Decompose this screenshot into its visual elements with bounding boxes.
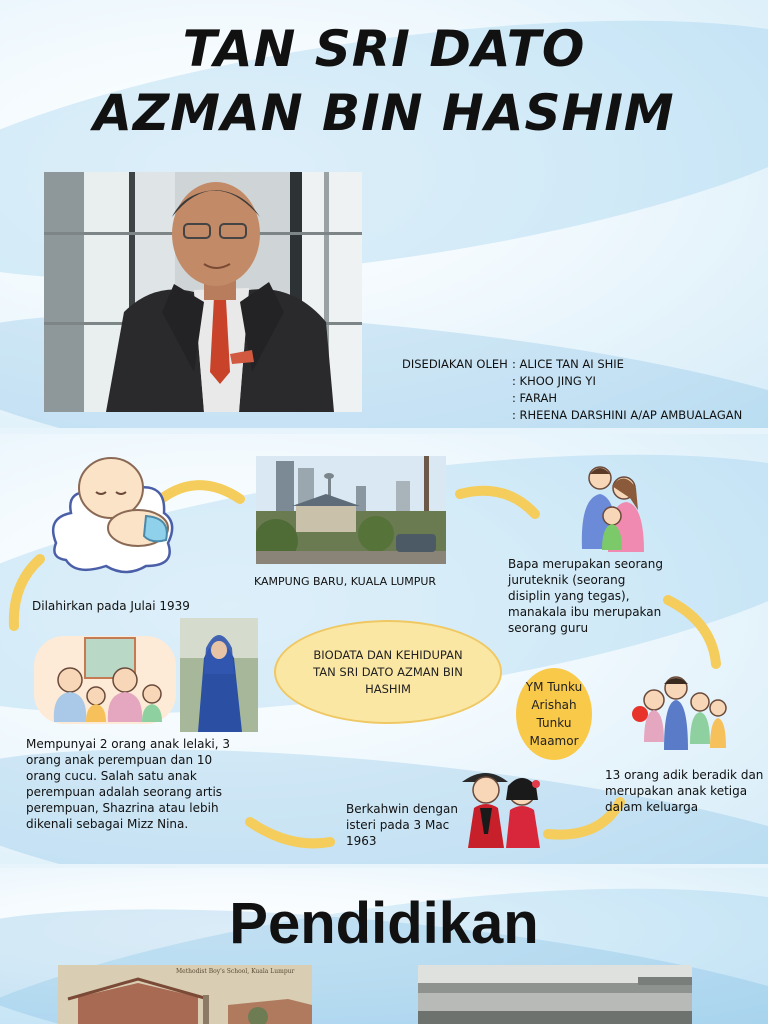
harbour-photo xyxy=(418,965,692,1024)
prepared-by-label: DISEDIAKAN OLEH xyxy=(402,357,508,371)
children-text: Mempunyai 2 orang anak lelaki, 3 orang anak perempuan dan 10 orang cucu. Salah satu anak perempuan adalah seorang artis perempuan, Shazrina atau lebih dikenali sebagai Mizz Nina. xyxy=(26,737,230,831)
daughter-photo xyxy=(180,618,258,732)
center-topic-oval xyxy=(274,620,502,724)
birthplace-caption: KAMPUNG BARU, KUALA LUMPUR xyxy=(254,575,437,588)
author-1: : ALICE TAN AI SHIE xyxy=(512,357,624,371)
title-line-2: AZMAN BIN HASHIM xyxy=(93,84,675,142)
siblings-illustration xyxy=(624,672,728,756)
marriage-text: Berkahwin dengan isteri pada 3 Mac 1963 xyxy=(346,802,458,848)
parents-illustration xyxy=(572,464,654,556)
school-photo-caption: Methodist Boy's School, Kuala Lumpur xyxy=(176,968,295,975)
wife-name-text: YM Tunku Arishah Tunku Maamor xyxy=(525,680,583,748)
slide-title xyxy=(0,0,768,428)
arrow-bottom-left xyxy=(240,814,340,854)
grandchildren-illustration xyxy=(30,632,180,728)
school-photo xyxy=(58,965,312,1024)
arrow-right-down xyxy=(660,592,730,672)
parents-text: Bapa merupakan seorang juruteknik (seorang disiplin yang tegas), manakala ibu merupakan seorang guru xyxy=(508,557,663,635)
baby-on-cloud-illustration xyxy=(46,448,178,578)
wedding-couple-illustration xyxy=(458,764,548,848)
education-heading: Pendidikan xyxy=(229,891,539,956)
slide-biodata xyxy=(0,434,768,864)
arrow-place-to-parents xyxy=(455,482,545,522)
birth-date-text: Dilahirkan pada Julai 1939 xyxy=(32,599,190,613)
author-4: : RHEENA DARSHINI A/AP AMBUALAGAN xyxy=(512,408,743,422)
arrow-left-down xyxy=(0,554,50,634)
slide-education xyxy=(0,868,768,1024)
author-2: : KHOO JING YI xyxy=(512,374,596,388)
kampung-baru-photo xyxy=(256,456,446,564)
title-line-1: TAN SRI DATO xyxy=(182,20,586,78)
author-3: : FARAH xyxy=(512,391,557,405)
portrait-photo xyxy=(44,172,362,412)
center-topic-text: BIODATA DAN KEHIDUPAN TAN SRI DATO AZMAN BIN HASHIM xyxy=(313,647,463,696)
wife-name-bubble xyxy=(516,668,592,760)
prepared-by-block xyxy=(402,356,742,424)
siblings-text: 13 orang adik beradik dan merupakan anak ketiga dalam keluarga xyxy=(605,768,764,814)
